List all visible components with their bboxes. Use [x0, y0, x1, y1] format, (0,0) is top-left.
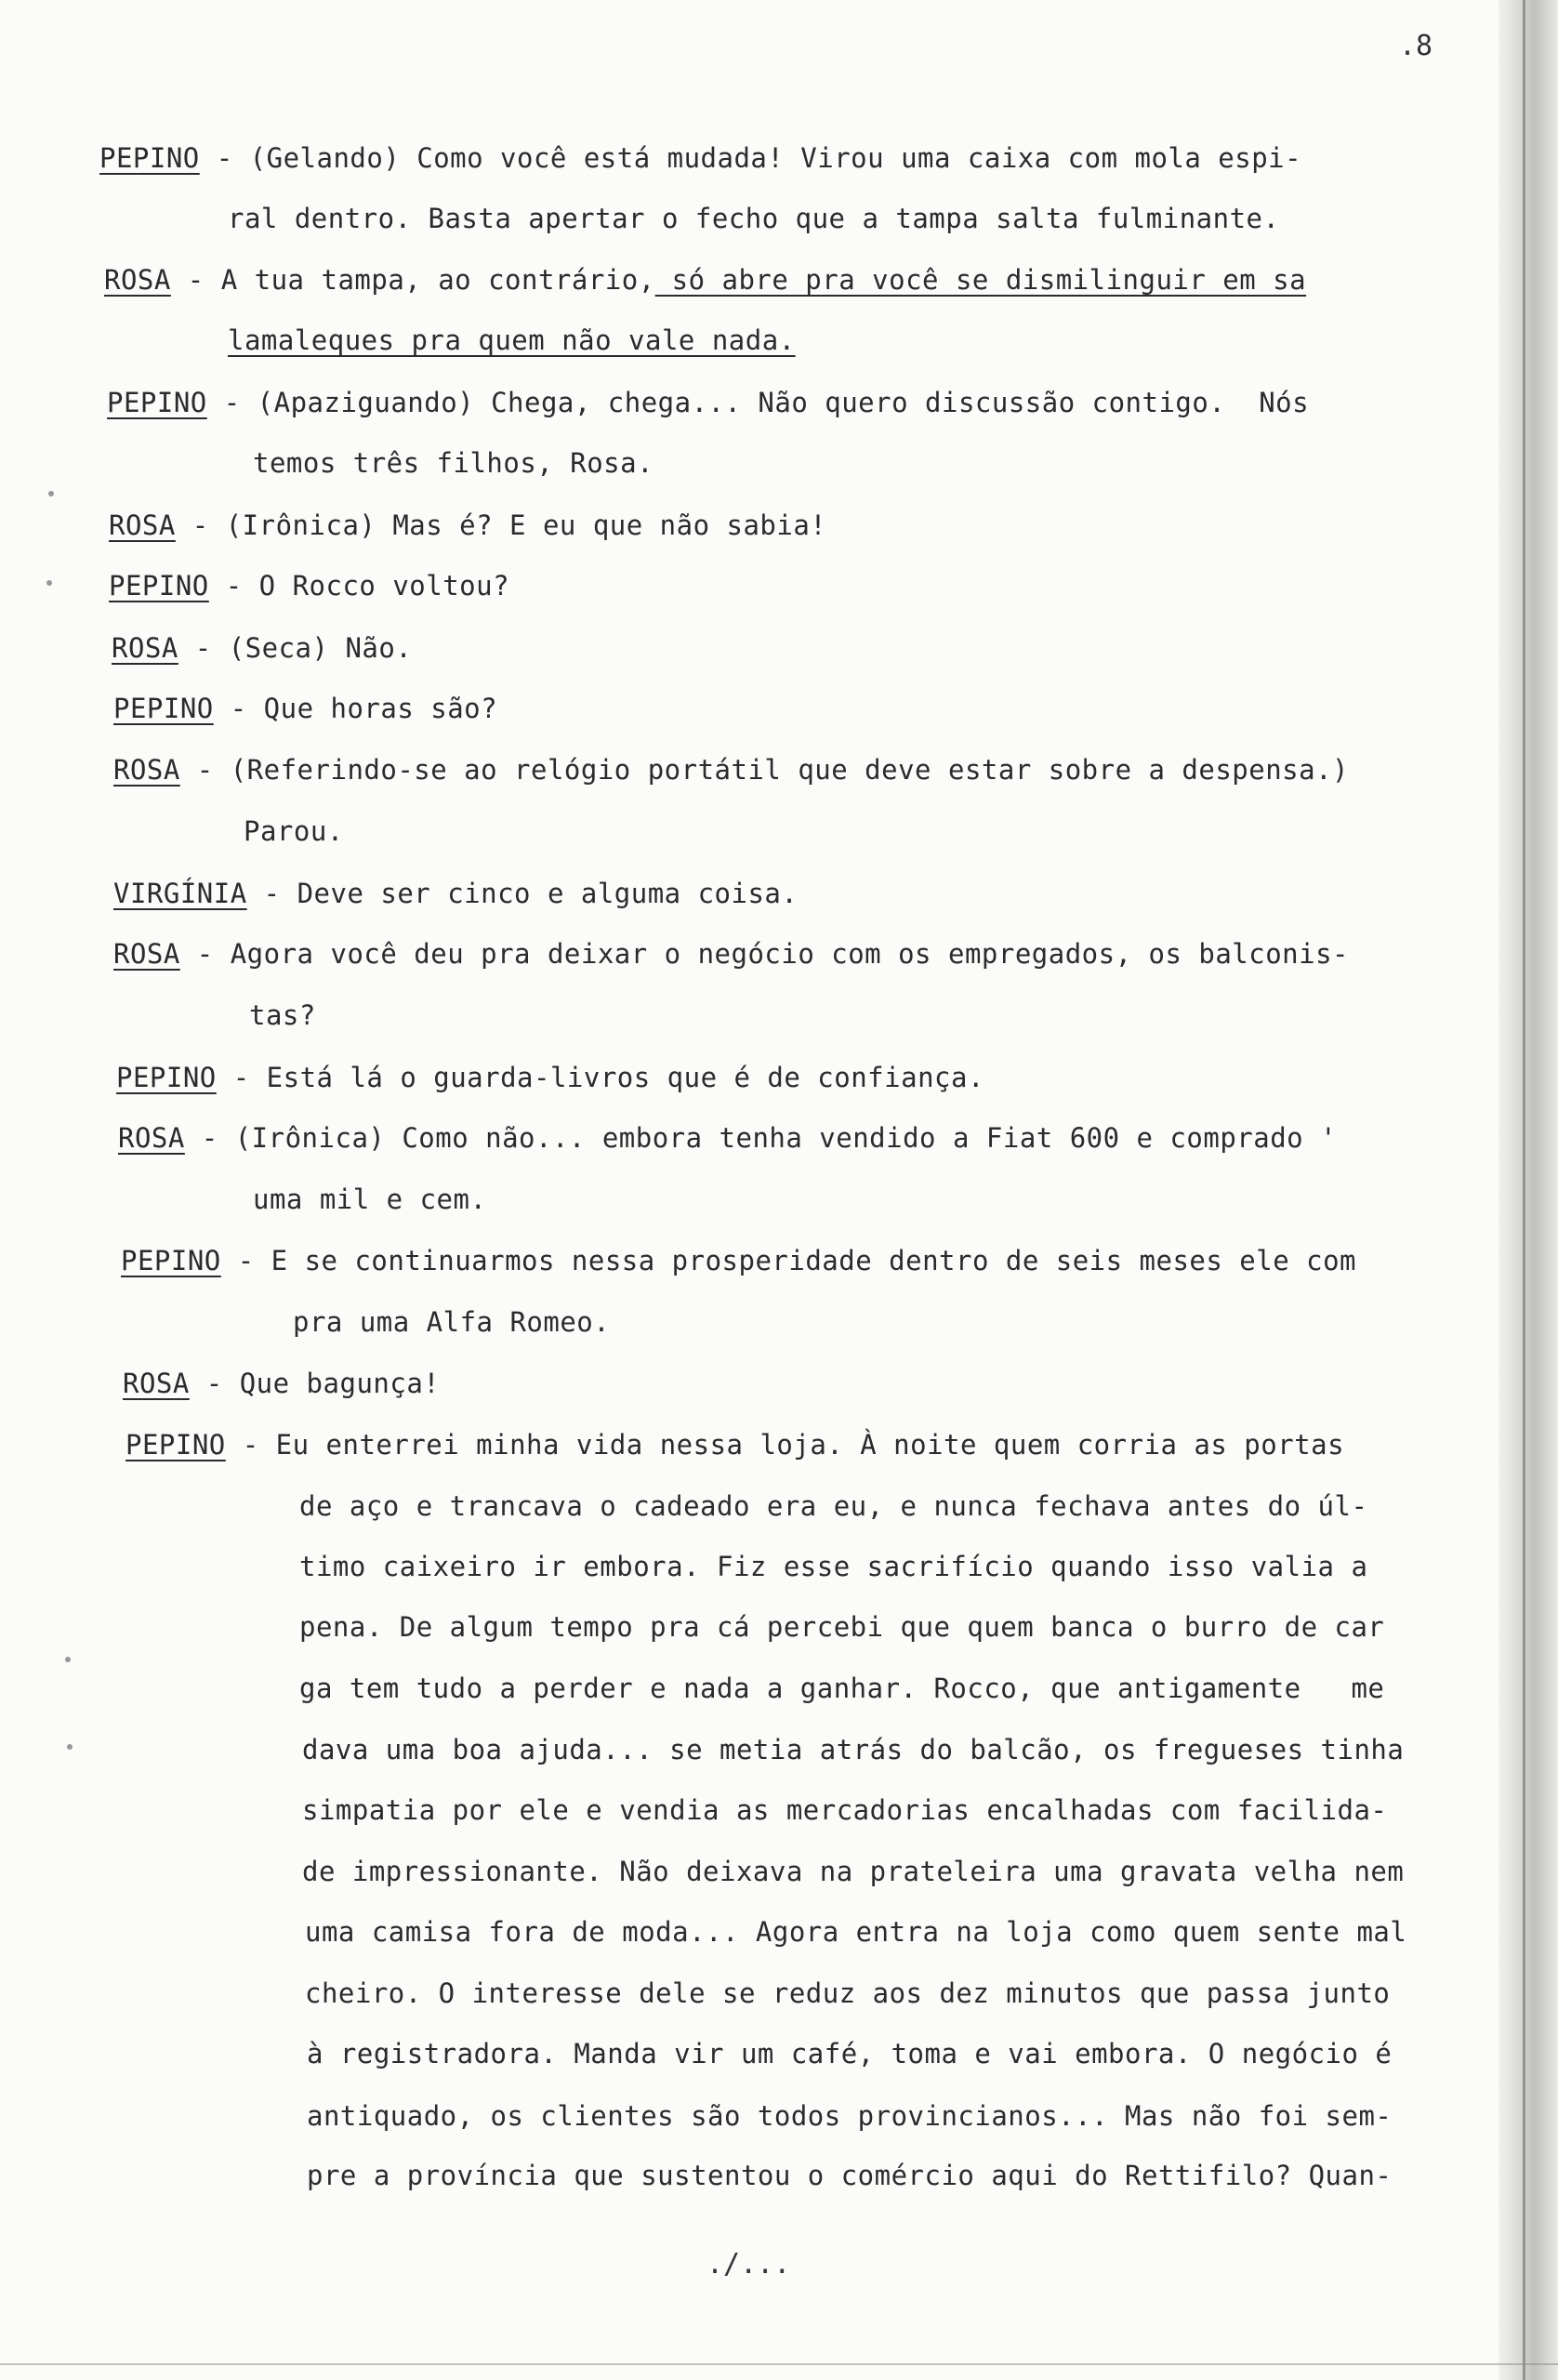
script-line [113, 751, 1349, 788]
dialogue-text: Parou. [244, 815, 344, 847]
script-line [253, 444, 654, 482]
speaker-name: ROSA [113, 938, 180, 970]
script-line [112, 629, 412, 667]
dialogue-text: - Que horas são? [213, 693, 498, 724]
dialogue-text: - (Gelando) Como você está mudada! Virou uma caixa com mola espi- [199, 142, 1302, 174]
script-line [305, 1975, 1390, 2012]
script-line [244, 813, 344, 850]
script-line [293, 1303, 610, 1341]
dialogue-text: - Deve ser cinco e alguma coisa. [246, 878, 799, 909]
speaker-name: ROSA [113, 754, 180, 786]
underlined-text: lamaleques pra quem não vale nada. [228, 324, 796, 356]
dialogue-text: de impressionante. Não deixava na prateleira uma gravata velha nem [302, 1856, 1405, 1887]
dialogue-text: - Está lá o guarda-livros que é de confiança. [216, 1062, 984, 1093]
dialogue-text: - E se continuarmos nessa prosperidade dentro de seis meses ele com [220, 1245, 1357, 1276]
speaker-name: PEPINO [121, 1245, 221, 1276]
dialogue-text: - Agora você deu pra deixar o negócio com os empregados, os balconis- [179, 938, 1350, 970]
script-line [121, 1242, 1356, 1279]
script-line [299, 1608, 1384, 1646]
script-line [249, 997, 316, 1034]
dialogue-text: pra uma Alfa Romeo. [293, 1306, 611, 1338]
continuation-mark: ./... [706, 2248, 791, 2281]
dialogue-text: - (Irônica) Como não... embora tenha vendido a Fiat 600 e comprado ' [184, 1122, 1338, 1154]
underlined-text: só abre pra você se dismilinguir em sa [654, 264, 1307, 296]
dialogue-text: - (Seca) Não. [178, 632, 413, 664]
dialogue-text: de aço e trancava o cadeado era eu, e nunca fechava antes do úl- [299, 1490, 1368, 1522]
dialogue-text: uma mil e cem. [253, 1183, 487, 1215]
script-line [253, 1181, 486, 1218]
script-line [123, 1365, 440, 1402]
dialogue-text: uma camisa fora de moda... Agora entra na loja como quem sente mal [305, 1916, 1407, 1948]
script-line [228, 200, 1279, 237]
script-line [113, 875, 798, 912]
speaker-name: PEPINO [109, 570, 209, 602]
scan-speck [65, 1657, 71, 1662]
dialogue-text: - O Rocco voltou? [208, 570, 510, 602]
script-line [228, 322, 796, 359]
speaker-name: ROSA [123, 1368, 190, 1399]
script-line [302, 1792, 1387, 1829]
speaker-name: PEPINO [113, 693, 214, 724]
script-line [299, 1488, 1367, 1525]
scan-bottom-edge [0, 2363, 1558, 2365]
speaker-name: ROSA [104, 264, 171, 296]
dialogue-text: - Eu enterrei minha vida nessa loja. À noite quem corria as portas [225, 1429, 1345, 1461]
speaker-name: PEPINO [107, 387, 207, 418]
speaker-name: ROSA [109, 509, 176, 541]
speaker-name: PEPINO [99, 142, 200, 174]
speaker-name: VIRGÍNIA [113, 878, 247, 909]
speaker-name: ROSA [118, 1122, 185, 1154]
speaker-name: ROSA [112, 632, 178, 664]
dialogue-text: - A tua tampa, ao contrário, [170, 264, 655, 296]
script-line [299, 1548, 1367, 1585]
script-line [299, 1670, 1384, 1707]
script-line [113, 935, 1349, 972]
dialogue-text: cheiro. O interesse dele se reduz aos dez minutos que passa junto [305, 1977, 1391, 2009]
dialogue-text: ga tem tudo a perder e nada a ganhar. Rocco, que antigamente me [299, 1673, 1385, 1704]
script-line [109, 567, 509, 604]
scan-edge-shadow [1499, 0, 1558, 2380]
script-line [307, 2157, 1392, 2194]
script-line [116, 1059, 984, 1096]
script-line [307, 2097, 1392, 2135]
script-line [125, 1426, 1344, 1463]
script-line [302, 1731, 1404, 1768]
scan-speck [67, 1744, 73, 1750]
dialogue-text: - Que bagunça! [189, 1368, 441, 1399]
dialogue-text: pre a província que sustentou o comércio aqui do Rettifilo? Quan- [307, 2160, 1393, 2191]
dialogue-text: tas? [249, 999, 316, 1031]
script-line [99, 139, 1301, 177]
script-line [302, 1853, 1404, 1890]
script-line [307, 2035, 1392, 2072]
speaker-name: PEPINO [125, 1429, 226, 1461]
script-line [118, 1119, 1337, 1157]
dialogue-text: - (Apaziguando) Chega, chega... Não quero discussão contigo. Nós [206, 387, 1310, 418]
script-line [109, 507, 826, 544]
dialogue-text: pena. De algum tempo pra cá percebi que quem banca o burro de car [299, 1611, 1385, 1643]
dialogue-text: simpatia por ele e vendia as mercadorias encalhadas com facilida- [302, 1794, 1388, 1826]
speaker-name: PEPINO [116, 1062, 217, 1093]
scan-speck [48, 491, 54, 496]
page-number: .8 [1399, 30, 1433, 62]
dialogue-text: temos três filhos, Rosa. [253, 447, 654, 479]
dialogue-text: - (Irônica) Mas é? E eu que não sabia! [175, 509, 827, 541]
script-line [113, 690, 497, 727]
dialogue-text: à registradora. Manda vir um café, toma e vai embora. O negócio é [307, 2038, 1393, 2069]
script-line [107, 384, 1309, 421]
scan-speck [46, 580, 52, 586]
dialogue-text: dava uma boa ajuda... se metia atrás do balcão, os fregueses tinha [302, 1734, 1405, 1765]
scan-edge-line [1523, 0, 1525, 2380]
script-line [104, 261, 1306, 298]
dialogue-text: antiquado, os clientes são todos provincianos... Mas não foi sem- [307, 2100, 1393, 2132]
dialogue-text: timo caixeiro ir embora. Fiz esse sacrifício quando isso valia a [299, 1551, 1368, 1582]
script-line [305, 1913, 1406, 1950]
dialogue-text: - (Referindo-se ao relógio portátil que deve estar sobre a despensa.) [179, 754, 1350, 786]
dialogue-text: ral dentro. Basta apertar o fecho que a tampa salta fulminante. [228, 203, 1280, 234]
